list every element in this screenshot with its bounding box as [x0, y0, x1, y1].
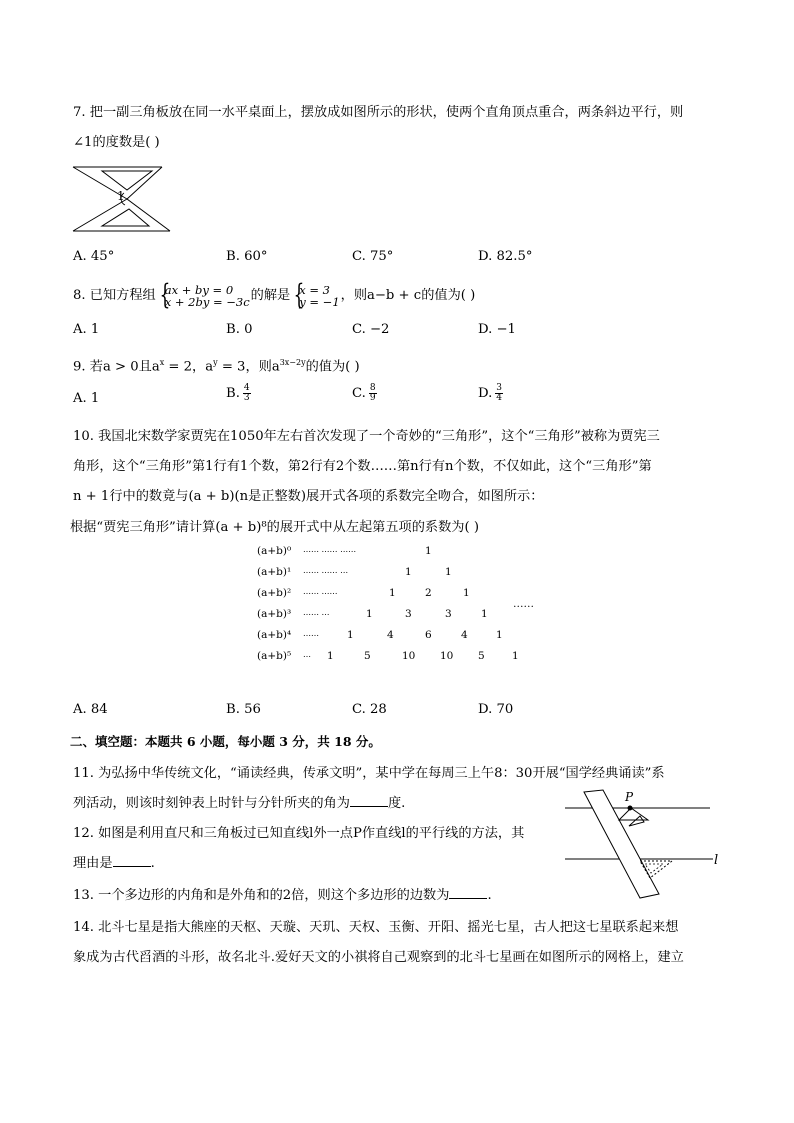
q8-option-b: B. 0 — [226, 322, 253, 337]
triangle-number: 3 — [405, 608, 412, 620]
q11-answer-blank[interactable] — [350, 794, 388, 807]
q12-text-end: . — [150, 856, 155, 871]
q11-stem-line2 — [73, 794, 405, 814]
triangle-row-expr: (a+b)⁴ — [257, 629, 292, 641]
q9-option-c-fraction — [369, 384, 377, 403]
q10-stem-line2: 角形，这个“三角形”第1行有1个数，第2行有2个数……第n行有n个数，不仅如此，这个“三角形”第 — [73, 459, 652, 474]
triangle-number: 1 — [366, 608, 373, 620]
triangle-number: 1 — [425, 545, 432, 557]
q9-b-num: 4 — [243, 383, 250, 393]
q7-angle-label: 1 — [117, 189, 125, 203]
q7-option-a: A. 45° — [73, 249, 115, 264]
q7-triangles-figure — [72, 163, 182, 235]
q8-mid: 的解是 — [250, 288, 291, 303]
triangle-number: 1 — [496, 629, 503, 641]
q8-option-c: C. −2 — [352, 322, 390, 337]
q7-option-b: B. 60° — [226, 249, 268, 264]
triangle-row-expr: (a+b)¹ — [257, 566, 292, 578]
triangle-row-dots: …… … — [303, 608, 330, 617]
triangle-number: 4 — [387, 629, 394, 641]
q10-option-a: A. 84 — [73, 702, 108, 717]
q9-d-den: 4 — [496, 393, 503, 403]
q9-option-d — [478, 384, 503, 403]
q9-option-c-label: C. — [352, 386, 366, 401]
q8-solution-system — [291, 284, 339, 308]
q9-option-a: A. 1 — [73, 391, 100, 406]
q8-sol2: y = −1 — [299, 294, 340, 309]
triangle-number: 2 — [425, 587, 432, 599]
triangle-number: 1 — [445, 566, 452, 578]
q9-option-b-label: B. — [226, 386, 240, 401]
q9-text-2: = 2，a — [164, 359, 214, 375]
q8-eq2: x + 2by = −3c — [164, 294, 250, 309]
q13-answer-blank[interactable] — [449, 886, 487, 899]
q10-stem-line1: 10. 我国北宋数学家贾宪在1050年左右首次发现了一个奇妙的“三角形”，这个“三角形”被称为贾宪三 — [73, 429, 660, 444]
q10-stem-line3: n + 1行中的数竟与(a + b)(n是正整数)展开式各项的系数完全吻合，如图所示： — [73, 489, 544, 504]
q8-suffix: ，则a−b + c的值为( ) — [340, 288, 476, 303]
triangle-number: 5 — [364, 650, 371, 662]
q7-stem-line2: ∠1的度数是( ) — [73, 135, 160, 150]
triangle-number: 1 — [463, 587, 470, 599]
q8-prefix: 8. 已知方程组 — [73, 288, 156, 303]
q10-option-b: B. 56 — [226, 702, 261, 717]
q9-c-den: 9 — [369, 393, 376, 403]
triangle-row-expr: (a+b)⁵ — [257, 650, 292, 662]
q10-option-c: C. 28 — [352, 702, 387, 717]
q9-text-3: = 3，则a — [217, 359, 280, 375]
q12-point-p-label: P — [625, 790, 634, 804]
triangle-number: 10 — [402, 650, 416, 662]
q14-stem-line1: 14. 北斗七星是指大熊座的天枢、天璇、天玑、天权、玉衡、开阳、摇光七星，古人把这七星联系起来想 — [73, 920, 679, 935]
q8-stem — [73, 283, 475, 309]
triangle-number: 1 — [327, 650, 334, 662]
triangle-number: 1 — [481, 608, 488, 620]
q13-text: 13. 一个多边形的内角和是外角和的2倍，则这个多边形的边数为 — [73, 888, 450, 903]
q9-option-b-fraction — [243, 384, 251, 403]
q8-equation-system — [157, 284, 250, 308]
q9-exp-3: 3x−2y — [279, 358, 306, 367]
triangle-ellipsis: …… — [513, 598, 534, 610]
q12-ruler-triangle-figure — [565, 788, 735, 902]
q12-answer-blank[interactable] — [113, 854, 151, 867]
triangle-row-dots: …… — [303, 629, 319, 638]
q9-c-num: 8 — [369, 383, 376, 393]
q9-b-den: 3 — [243, 393, 250, 403]
q13-text-end: . — [487, 888, 492, 903]
triangle-row-dots: … — [303, 650, 311, 659]
q8-option-a: A. 1 — [73, 322, 100, 337]
q9-text-1: 9. 若a > 0且a — [73, 359, 160, 375]
q10-stem-line4: 根据“贾宪三角形”请计算(a + b)⁸的展开式中从左起第五项的系数为( ) — [70, 520, 479, 535]
triangle-number: 1 — [347, 629, 354, 641]
triangle-number: 6 — [425, 629, 432, 641]
q12-text: 理由是 — [73, 856, 113, 871]
triangle-row-dots: …… …… … — [303, 566, 349, 575]
triangle-number: 1 — [389, 587, 396, 599]
q9-text-4: 的值为( ) — [305, 359, 360, 375]
q11-stem-line1: 11. 为弘扬中华传统文化，“诵读经典，传承文明”，某中学在每周三上午8：30开展“国学经典诵读”系 — [73, 766, 665, 781]
triangle-row-dots: …… …… — [303, 587, 338, 596]
triangle-number: 3 — [445, 608, 452, 620]
q11-text-end: 度. — [387, 796, 406, 811]
triangle-number: 10 — [440, 650, 454, 662]
q8-eq1: { ax + by = 0 — [164, 282, 234, 297]
q7-option-c: C. 75° — [352, 249, 394, 264]
section-2-title: 二、填空题：本题共 6 小题，每小题 3 分，共 18 分。 — [70, 734, 381, 749]
triangle-row-dots: …… …… …… — [303, 545, 357, 554]
triangle-number: 1 — [405, 566, 412, 578]
q9-exp-2: y — [213, 358, 218, 367]
q11-text: 列活动，则该时刻钟表上时针与分针所夹的角为 — [73, 796, 350, 811]
q9-option-c — [352, 384, 377, 403]
q14-stem-line2: 象成为古代舀酒的斗形，故名北斗.爱好天文的小祺将自己观察到的北斗七星画在如图所示的网格上，建立 — [73, 950, 684, 965]
q9-option-d-fraction — [495, 384, 503, 403]
triangle-row-expr: (a+b)² — [257, 587, 292, 599]
triangle-row-expr: (a+b)⁰ — [257, 545, 292, 557]
q12-line-l-label: l — [714, 853, 719, 868]
triangle-number: 5 — [478, 650, 485, 662]
q7-option-d: D. 82.5° — [478, 249, 533, 264]
q10-option-d: D. 70 — [478, 702, 514, 717]
triangle-number: 4 — [461, 629, 468, 641]
q9-option-b — [226, 384, 251, 403]
q9-exp-1: x — [159, 358, 165, 367]
q9-d-num: 3 — [496, 383, 503, 393]
q13-stem — [73, 886, 492, 906]
q8-sol1: { x = 3 — [299, 282, 330, 297]
q9-stem — [73, 353, 360, 377]
q9-option-d-label: D. — [478, 386, 493, 401]
q7-stem-line1: 7. 把一副三角板放在同一水平桌面上，摆放成如图所示的形状，使两个直角顶点重合，两条斜边平行，则 — [73, 105, 684, 120]
triangle-row-expr: (a+b)³ — [257, 608, 292, 620]
q8-option-d: D. −1 — [478, 322, 516, 337]
q12-stem-line2 — [73, 854, 155, 874]
q12-stem-line1: 12. 如图是利用直尺和三角板过已知直线l外一点P作直线l的平行线的方法，其 — [73, 826, 525, 841]
triangle-number: 1 — [512, 650, 519, 662]
